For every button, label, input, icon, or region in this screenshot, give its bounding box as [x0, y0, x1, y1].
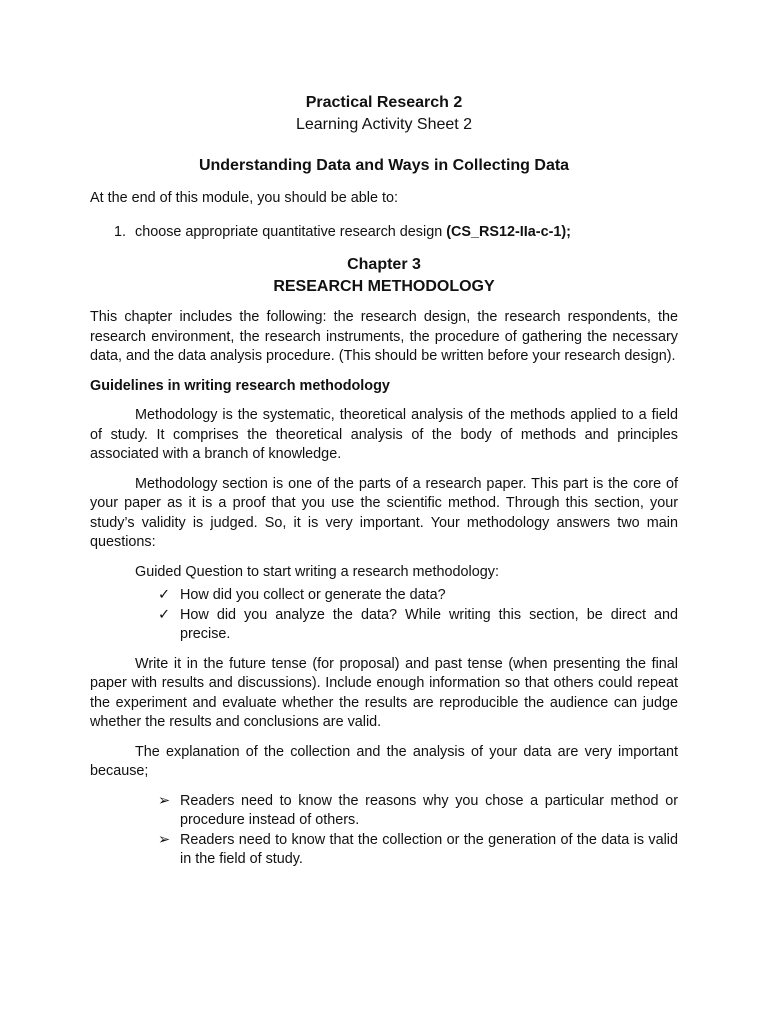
objectives-intro: At the end of this module, you should be able to: [90, 190, 399, 206]
objective-code: (CS_RS12-IIa-c-1); [446, 223, 571, 240]
guided-question-text: How did you analyze the data? While writing this section, be direct and precise. [180, 606, 678, 642]
objective-item [90, 223, 678, 243]
explanation-paragraph: The explanation of the collection and the analysis of your data are very important because; [90, 743, 678, 779]
topic-heading: Understanding Data and Ways in Collecting Data [198, 157, 570, 174]
reason-item [158, 831, 678, 870]
methodology-definition: Methodology is the systematic, theoretical analysis of the methods applied to a field of study. It comprises the theoretical analysis of the body of methods and principles associated with a branch of knowledge. [90, 407, 678, 462]
guidelines-heading: Guidelines in writing research methodology [90, 377, 390, 394]
reason-text: Readers need to know that the collection or the generation of the data is valid in the field of study. [180, 831, 678, 867]
document-subtitle: Learning Activity Sheet 2 [295, 116, 473, 133]
objectives-list [90, 223, 678, 243]
guided-question-item [158, 606, 678, 645]
reasons-list [90, 792, 678, 870]
check-icon: ✓ [158, 587, 171, 603]
reason-item [158, 792, 678, 831]
objective-text: choose appropriate quantitative research design [135, 223, 447, 240]
reason-text: Readers need to know the reasons why you chose a particular method or procedure instead of others. [180, 792, 678, 828]
check-icon: ✓ [158, 606, 171, 623]
arrow-bullet-icon: ➢ [158, 792, 171, 809]
document-page [90, 92, 678, 870]
chapter-number: Chapter 3 [347, 256, 421, 273]
tense-paragraph: Write it in the future tense (for proposal) and past tense (when presenting the final paper with results and discussions). Include enough information so that others could repeat the experiment and evaluate whether the results are reproducible the audience can judge whether the results and conclusions are valid. [90, 655, 678, 730]
chapter-title: RESEARCH METHODOLOGY [273, 278, 495, 295]
document-title: Practical Research 2 [305, 94, 463, 111]
arrow-bullet-icon: ➢ [158, 831, 171, 848]
guided-question-item [158, 586, 678, 606]
intro-paragraph: This chapter includes the following: the research design, the research respondents, the research environment, the research instruments, the procedure of gathering the necessary data, and the data analysis procedure. (This should be written before your research design). [90, 309, 678, 364]
methodology-section-paragraph: Methodology section is one of the parts of a research paper. This part is the core of your paper as it is a proof that you use the scientific method. Through this section, your study’s validity is judged. So, it is very important. Your methodology answers two main questions: [90, 475, 678, 550]
guided-question-text: How did you collect or generate the data? [180, 587, 446, 603]
guided-questions-list [90, 586, 678, 645]
objective-number: 1. [114, 223, 127, 240]
guided-question-intro: Guided Question to start writing a research methodology: [135, 563, 499, 580]
